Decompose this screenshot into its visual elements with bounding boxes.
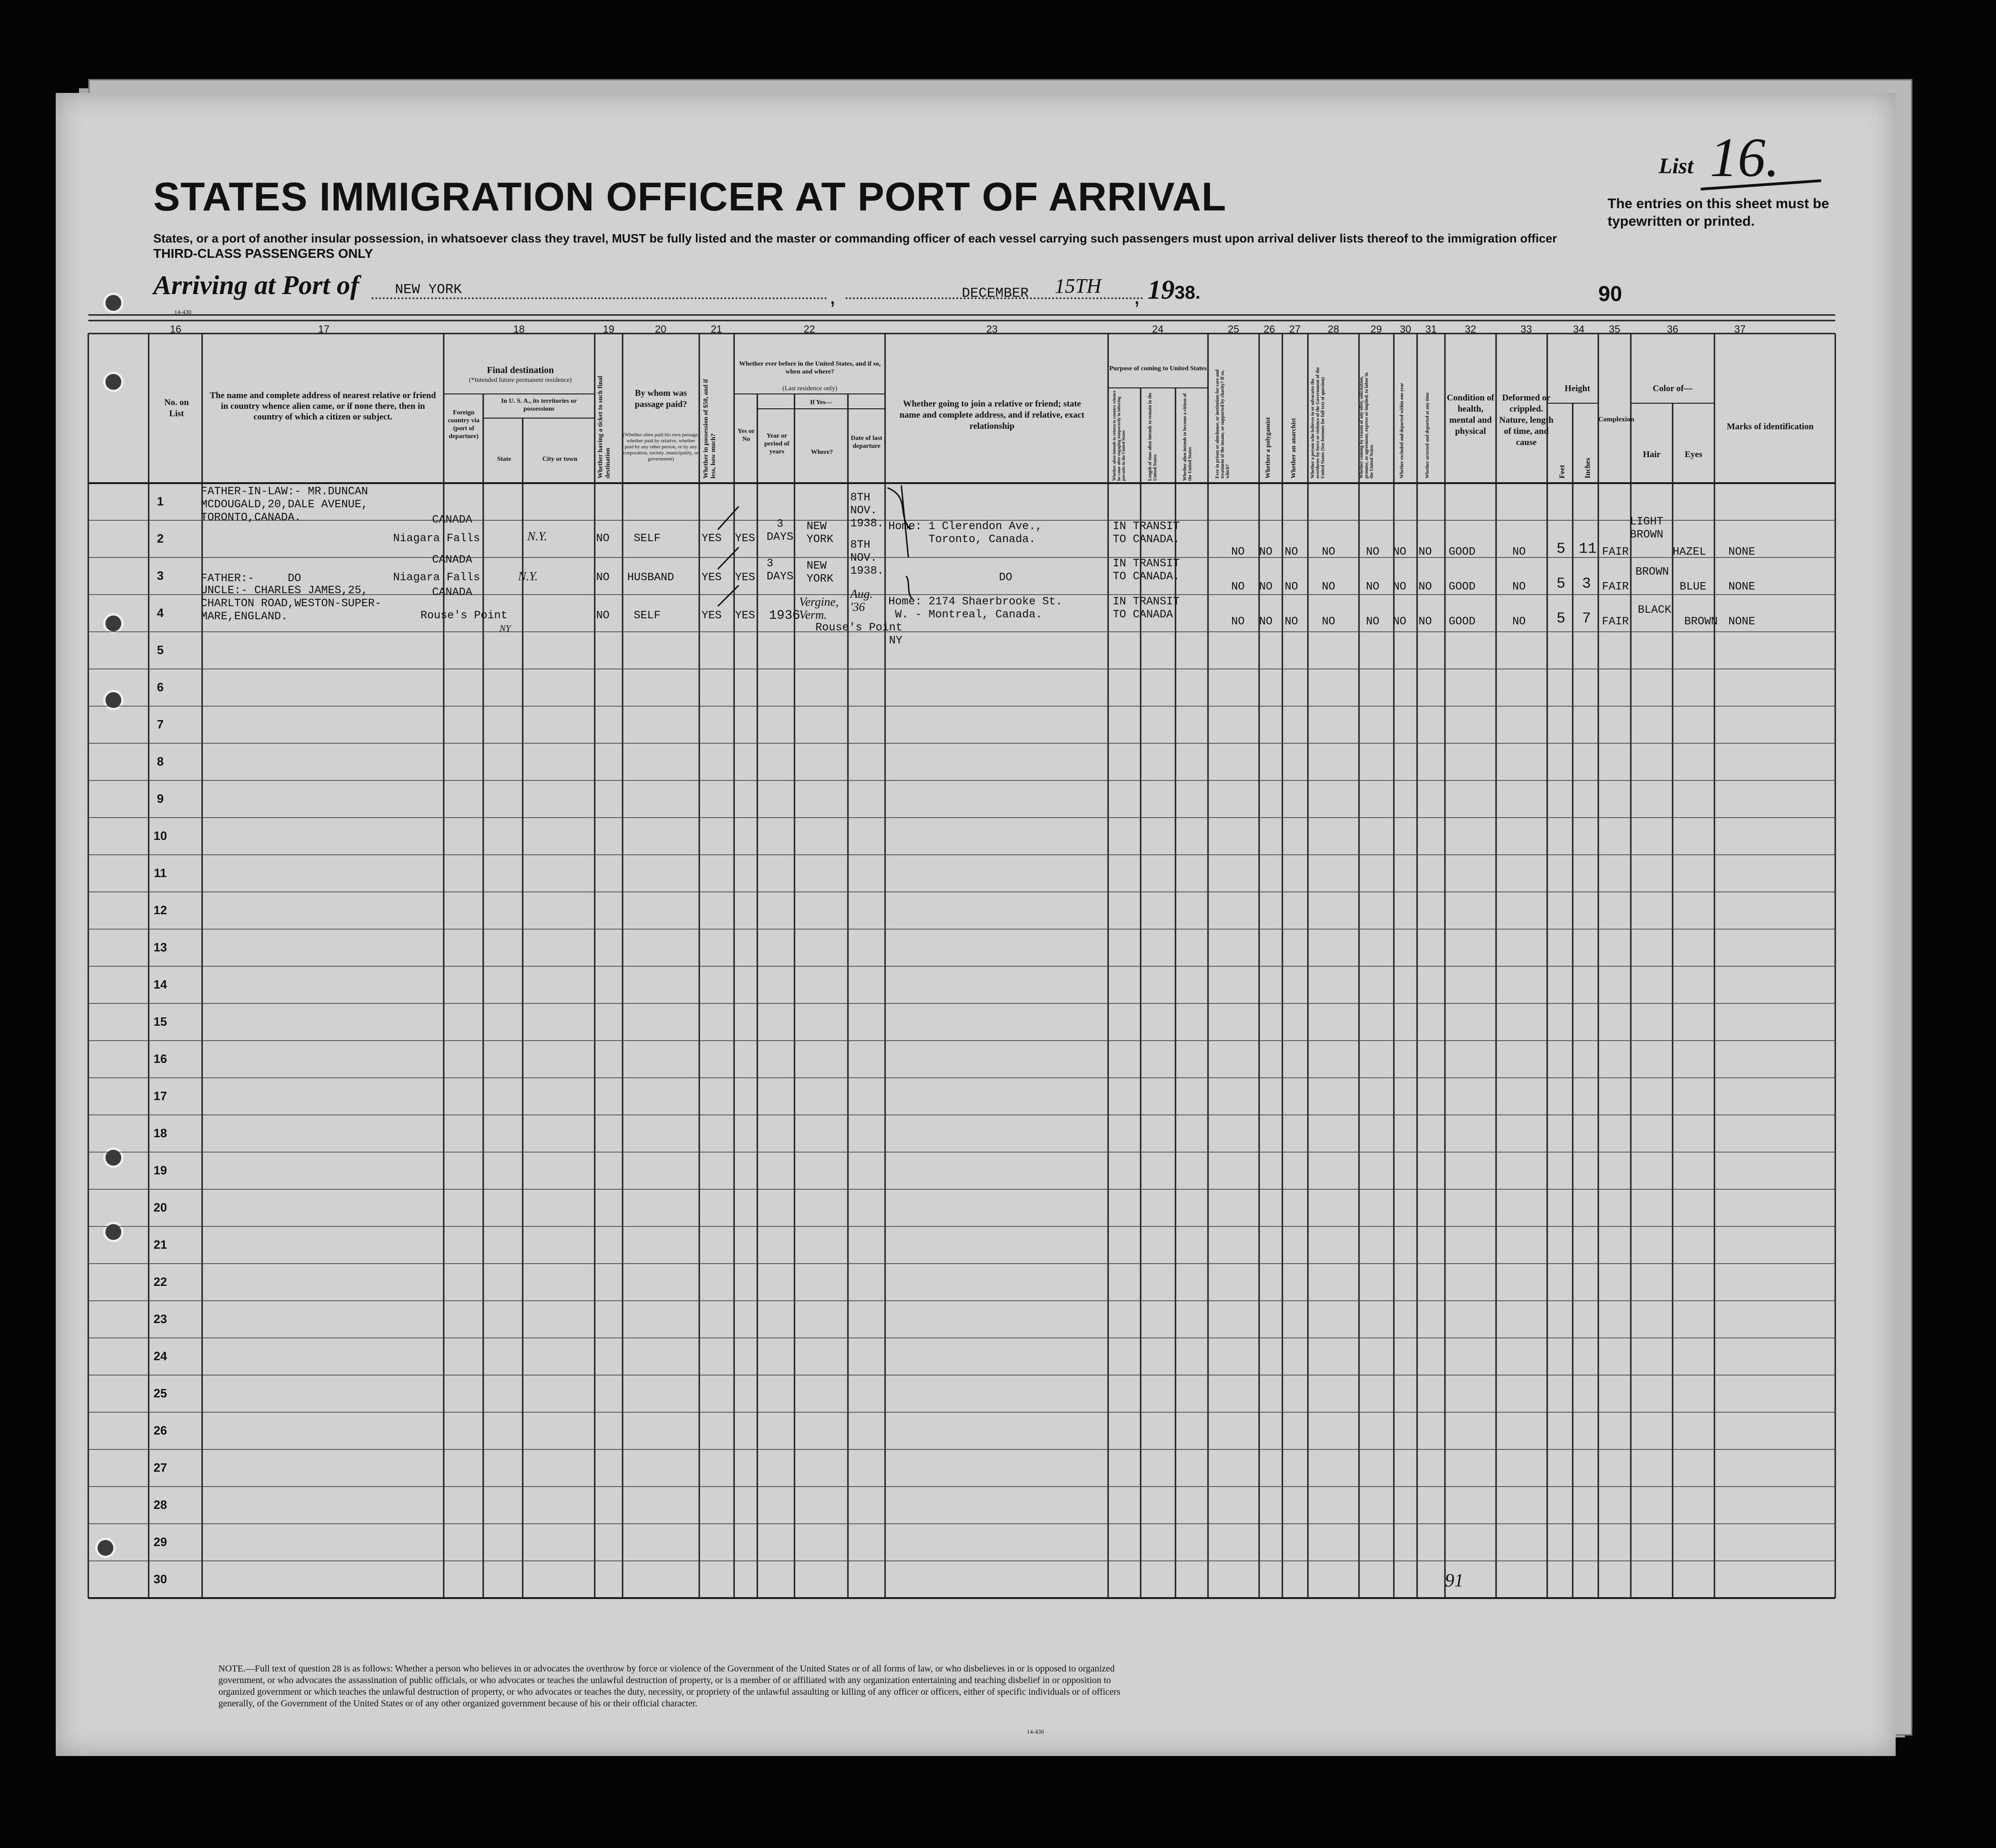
record-2-complexion: FAIR [1602,581,1629,593]
column-number: 20 [655,323,667,335]
column-number: 36 [1667,323,1679,335]
record-1-marks: NONE [1728,546,1755,558]
column-number: 28 [1327,323,1339,335]
header-nearest-relative: The name and complete address of nearest relative or friend in country whence alien came, or if none there, then in country of which a citizen or subject. [210,391,436,422]
header-excluded: Whether excluded and deported within one year [1399,383,1405,478]
row-number: 14 [153,977,167,991]
row-number: 4 [157,606,164,620]
record-2-foreign: CANADA [432,554,473,566]
record-1-deformed: NO [1512,546,1526,558]
record-3-deported: NO [1418,616,1432,628]
header-fifty-dollars: Whether in possession of $50, and if less, how much? [703,379,717,478]
record-1-fifty: YES [702,532,722,545]
record-2-deported: NO [1418,581,1432,593]
record-1-excluded: NO [1393,546,1406,558]
header-deformed: Deformed or crippled. Nature, length of time, and cause [1499,393,1554,447]
header-where: Where? [811,449,833,456]
column-number: 37 [1734,323,1746,335]
header-deported: Whether arrested and deported at any time [1425,392,1430,478]
column-number: 27 [1289,323,1301,335]
record-2-join: DO [999,571,1012,584]
record-3-prison: NO [1231,616,1245,628]
column-number: 25 [1228,323,1240,335]
record-3-dest-state: NY [499,623,511,634]
record-2-polygamist: NO [1259,581,1273,593]
column-number: 33 [1520,323,1532,335]
header-overthrow: Whether a person who believes in or advocates the overthrow by force or violence of the Government of the United States (See footnote for full text of question) [1310,367,1326,478]
comma: , [1134,283,1140,309]
record-2-years: 3 DAYS [767,557,794,583]
record-2-inches: 3 [1582,575,1591,592]
record-2-overthrow: NO [1322,581,1335,593]
record-2-where: NEW YORK [807,560,834,585]
form-number-top: 14-430 [174,308,191,315]
date-month: DECEMBER [962,286,1029,301]
header-height: Height [1564,384,1590,393]
header-feet: Feet [1558,465,1566,478]
row-number: 25 [153,1386,167,1400]
column-number: 19 [603,323,615,335]
record-1-health: GOOD [1449,546,1476,558]
row-number: 19 [153,1163,167,1177]
record-3-overthrow: NO [1322,616,1335,628]
row-number: 23 [153,1312,167,1326]
record-1-deported: NO [1418,546,1432,558]
record-2-prison: NO [1231,581,1245,593]
header-going-to-join: Whether going to join a relative or friend; state name and complete address, and if relative, exact relationship [900,399,1084,431]
column-number: 29 [1370,323,1382,335]
record-1-labor: NO [1366,546,1379,558]
margin-mark: 91 [1445,1570,1464,1591]
row-number: 18 [153,1126,167,1140]
row-number: 27 [153,1461,167,1474]
row-number: 3 [157,569,164,583]
record-3-join: Home: 2174 Shaerbrooke St. W. - Montreal, Canada. [888,596,1063,621]
row-number: 7 [157,717,164,731]
header-prison: Ever in prison or almshouse, or institution for care and treatment of the insane, or supported by charity? If so, which? [1215,369,1230,478]
record-1-inches: 11 [1579,540,1597,557]
header-years: Year or period of years [764,433,790,455]
record-2-dest-state: N.Y. [518,570,538,583]
header-purpose-length: Length of time alien intends to remain in the United States [1148,393,1158,481]
row-number: 2 [157,531,164,545]
record-1-overthrow: NO [1322,546,1335,558]
record-1-relative: FATHER-IN-LAW:- MR.DUNCAN MCDOUGALD,20,DALE AVENUE, TORONTO,CANADA. [201,485,368,524]
header-inches: Inches [1584,458,1592,478]
row-number: 16 [153,1052,167,1066]
header-ever-before-sub: (Last residence only) [782,385,838,392]
column-number: 31 [1425,323,1437,335]
header-foreign-country: Foreign country via (port of departure) [447,409,480,440]
row-number: 21 [153,1238,167,1252]
header-purpose-citizen: Whether alien intends to become a citizen of the United States [1182,393,1193,481]
header-polygamist: Whether a polygamist [1265,417,1272,478]
record-3-before: YES [735,609,755,622]
record-1-destination: Niagara Falls [393,532,480,545]
record-1-ticket: NO [596,532,610,545]
column-number: 34 [1573,323,1585,335]
record-2-purpose: IN TRANSIT TO CANADA. [1113,557,1180,583]
list-label: List [1659,154,1694,178]
header-purpose: Purpose of coming to United States [1109,365,1207,372]
record-1-hair: LIGHT BROWN [1630,516,1664,541]
header-date-departure: Date of last departure [851,435,882,450]
record-3-relative: UNCLE:- CHARLES JAMES,25, CHARLTON ROAD,WESTON-SUPER- MARE,ENGLAND. [201,584,381,623]
header-if-yes: If Yes— [810,399,832,406]
record-3-excluded: NO [1393,616,1406,628]
record-1-purpose: IN TRANSIT TO CANADA. [1113,520,1180,546]
record-2-eyes: BLUE [1680,581,1707,593]
record-3-date: Aug. '36 [850,587,873,614]
column-number: 35 [1609,323,1621,335]
header-no-on-list: No. on List [164,398,189,419]
class-line: THIRD-CLASS PASSENGERS ONLY [153,246,373,261]
record-3-polygamist: NO [1259,616,1273,628]
record-3-deformed: NO [1512,616,1526,628]
list-number: 16. [1710,126,1779,188]
row-number: 11 [154,866,167,880]
column-number: 22 [803,323,815,335]
column-number: 18 [513,323,525,335]
header-color-of: Color of— [1653,384,1693,393]
record-2-health: GOOD [1449,581,1476,593]
record-3-destination: Rouse's Point [420,609,508,622]
date-year-prefix: 19 [1148,275,1175,305]
subtitle: States, or a port of another insular possession, in whatsoever class they travel, MUST be fully listed and the master or commanding officer of each vessel carrying such passengers must upon arrival deliver lists thereof to the immigration officer [153,231,1557,245]
record-1-dest-state: N.Y. [527,530,547,543]
record-1-anarchist: NO [1285,546,1298,558]
header-anarchist: Whether an anarchist [1290,418,1297,478]
record-2-before: YES [735,571,755,584]
record-2-hair: BROWN [1635,566,1669,578]
column-number: 26 [1263,323,1275,335]
record-1-join: Home: 1 Clerendon Ave., Toronto, Canada. [888,520,1043,546]
column-number: 17 [318,323,330,335]
record-1-foreign: CANADA [432,514,473,526]
record-2-fifty: YES [702,571,722,584]
row-number: 8 [157,754,164,768]
record-3-where: Vergine, Verm. [799,595,839,622]
port-value: NEW YORK [395,282,462,298]
record-1-where: NEW YORK [807,520,834,546]
record-2-relative: FATHER:- DO [201,572,302,585]
header-passage-paid: By whom was passage paid? [635,388,687,409]
comma: , [829,283,836,309]
record-2-feet: 5 [1556,575,1566,592]
record-2-destination: Niagara Falls [393,571,480,584]
header-eyes: Eyes [1685,450,1702,459]
record-1-prison: NO [1231,546,1245,558]
record-2-labor: NO [1366,581,1379,593]
row-number: 29 [153,1535,167,1549]
header-state: State [497,456,512,463]
record-3-inches: 7 [1582,610,1591,627]
column-number: 23 [986,323,998,335]
header-yes-no: Yes or No [737,428,755,443]
record-1-polygamist: NO [1259,546,1273,558]
record-3-anarchist: NO [1285,616,1298,628]
header-passage-paid-sub: (Whether alien paid his own passage, whether paid by relative, whether paid by any other person, or by any corporation, society, municipality, or government) [623,432,699,462]
column-number: 30 [1399,323,1412,335]
record-3-complexion: FAIR [1602,616,1629,628]
record-3-labor: NO [1366,616,1379,628]
record-1-date: 8TH NOV. 1938. [850,491,884,530]
header-hair: Hair [1643,450,1661,459]
row-number: 9 [157,792,164,806]
header-purpose-return: Whether alien intends to return to country whence he came after engaging temporarily in laboring pursuits in the United States [1112,390,1126,481]
record-3-health: GOOD [1449,616,1476,628]
record-2-excluded: NO [1393,581,1406,593]
form-number-bottom: 14-430 [1027,1728,1044,1735]
record-3-marks: NONE [1728,616,1755,628]
header-in-usa: In U. S. A., its territories or possessions [501,398,577,413]
column-number: 21 [710,323,722,335]
record-3-feet: 5 [1556,610,1566,627]
record-2-marks: NONE [1728,581,1755,593]
row-number: 26 [153,1423,167,1437]
record-3-fifty: YES [702,609,722,622]
row-number: 30 [153,1572,167,1586]
row-number: 28 [153,1498,167,1512]
row-number: 15 [153,1015,167,1029]
header-ticket: Whether having a ticket to such final destination [597,376,611,478]
row-number: 24 [153,1349,167,1363]
row-number: 20 [153,1200,167,1214]
header-final-destination: Final destination [487,365,554,375]
date-year-suffix: 38. [1175,282,1201,303]
sheet-note: The entries on this sheet must be typewritten or printed. [1608,196,1829,229]
header-ever-before: Whether ever before in the United States, and if so, when and where? [739,360,881,375]
row-number: 13 [153,940,167,954]
row-number: 10 [153,829,167,843]
record-2-deformed: NO [1512,581,1526,593]
row-number: 1 [157,494,164,508]
record-2-anarchist: NO [1285,581,1298,593]
record-3-years: 1936 [769,609,801,623]
header-labor-offer: Whether coming by reason of any offer, solicitation, promise, or agreement, express or implied, to labor in the United States [1359,372,1374,478]
row-number: 5 [157,643,164,657]
column-number: 32 [1464,323,1477,335]
record-3-purpose: IN TRANSIT TO CANADA [1113,596,1180,621]
header-city: City or town [542,456,578,463]
row-number: 17 [153,1089,167,1103]
record-2-paid: HUSBAND [627,571,674,584]
record-3-eyes: BROWN [1684,616,1718,628]
record-1-complexion: FAIR [1602,546,1629,558]
record-1-feet: 5 [1556,540,1566,557]
row-number: 6 [157,680,164,694]
column-number: 16 [170,323,182,335]
row-number: 22 [153,1275,167,1289]
record-3-where-extra: Rouse's Point NY [815,622,903,647]
page-number: 90 [1598,282,1622,306]
record-1-paid: SELF [634,532,661,545]
record-1-before: YES [735,532,755,545]
page-title: STATES IMMIGRATION OFFICER AT PORT OF ARRIVAL [153,175,1227,219]
footnote: NOTE.—Full text of question 28 is as follows: Whether a person who believes in or advocates the overthrow by force or violence of the Government of the United States or of all forms of law, or who disbelieves in or is opposed to organized government, or who advocates the assassination of public officials, or who advocates or teaches the unlawful destruction of property, or is a member of or affiliated with any organization entertaining and teaching disbelief in or opposition to organized government or which teaches the unlawful destruction of property, or who advocates or teaches the duty, necessity, or propriety of the unlawful assaulting or killing of any officer or officers, either of specific individuals or of officers generally, of the Government of the United States or of any other organized government because of his or their official character. [218,1664,1121,1709]
record-3-paid: SELF [634,609,661,622]
record-3-ticket: NO [596,609,610,622]
header-health: Condition of health, mental and physical [1447,393,1494,436]
record-3-foreign: CANADA [432,586,473,599]
record-1-eyes: HAZEL [1673,546,1707,558]
arriving-label: Arriving at Port of [153,270,360,300]
record-2-date: 8TH NOV. 1938. [850,539,884,577]
record-1-years: 3 DAYS [767,518,794,544]
record-2-ticket: NO [596,571,610,584]
column-number: 24 [1152,323,1164,335]
header-marks: Marks of identification [1727,422,1814,432]
row-number: 12 [153,903,167,917]
header-complexion: Complexion [1598,416,1635,423]
record-3-hair: BLACK [1638,604,1672,616]
header-final-destination-sub: (*Intended future permanent residence) [469,377,572,384]
date-day: 15TH [1055,275,1102,297]
